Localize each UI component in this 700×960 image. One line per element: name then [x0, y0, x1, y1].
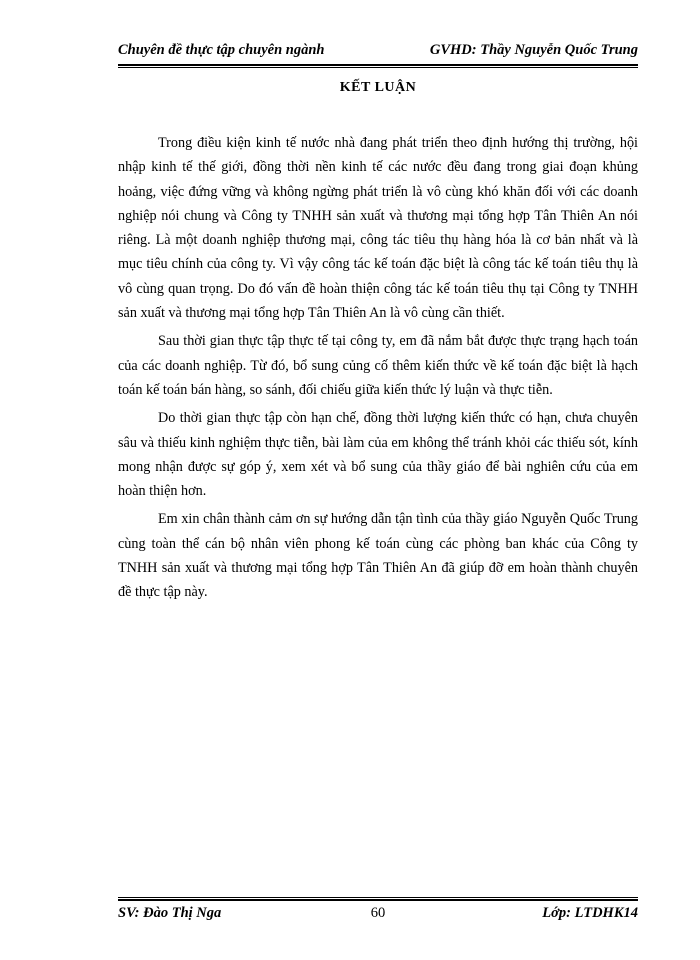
footer-student: SV: Đào Thị Nga	[118, 905, 222, 921]
page-footer	[118, 905, 638, 927]
header-advisor: GVHD: Thầy Nguyễn Quốc Trung	[429, 42, 638, 58]
page-number: 60	[370, 905, 386, 921]
header-course-title: Chuyên đề thực tập chuyên ngành	[118, 42, 325, 58]
footer-divider	[118, 897, 638, 901]
paragraph: Sau thời gian thực tập thực tế tại công ty, em đã nắm bắt được thực trạng hạch toán của các doanh nghiệp. Từ đó, bổ sung củng cố thêm kiến thức về kế toán đặc biệt là hạch toán kế toán bán hàng, so sánh, đối chiếu giữa kiến thức lý luận và thực tiễn.	[118, 333, 638, 398]
page-header	[118, 42, 638, 64]
body-text	[118, 131, 638, 605]
paragraph: Do thời gian thực tập còn hạn chế, đồng thời lượng kiến thức có hạn, chưa chuyên sâu và thiếu kinh nghiệm thực tiễn, bài làm của em không thể tránh khỏi các thiếu sót, kính mong nhận được sự góp ý, xem xét và bổ sung của thầy giáo để bài nghiên cứu của em hoàn thiện hơn.	[118, 410, 638, 500]
header-divider	[118, 64, 638, 68]
footer-class: Lớp: LTDHK14	[542, 905, 638, 921]
paragraph: Trong điều kiện kinh tế nước nhà đang phát triển theo định hướng thị trường, hội nhập kinh tế thế giới, đồng thời nền kinh tế các nước đều đang trong giai đoạn khủng hoảng, việc đứng vững và không ngừng phát triển là vô cùng khó khăn đối với các doanh nghiệp nói chung và Công ty TNHH sản xuất và thương mại tổng hợp Tân Thiên An nói riêng. Là một doanh nghiệp thương mại, công tác tiêu thụ hàng hóa là cơ bản nhất và là mục tiêu chính của công ty. Vì vậy công tác kế toán đặc biệt là công tác kế toán tiêu thụ là vô cùng quan trọng. Do đó vấn đề hoàn thiện công tác kế toán tiêu thụ tại Công ty TNHH sản xuất và thương mại tổng hợp Tân Thiên An là vô cùng cần thiết.	[118, 135, 638, 322]
paragraph: Em xin chân thành cảm ơn sự hướng dẫn tận tình của thầy giáo Nguyễn Quốc Trung cùng toàn thể cán bộ nhân viên phong kế toán cùng các phòng ban khác của Công ty TNHH sản xuất và thương mại tổng hợp Tân Thiên An đã giúp đỡ em hoàn thành chuyên đề thực tập này.	[118, 511, 638, 601]
page-title: KẾT LUẬN	[339, 80, 417, 95]
